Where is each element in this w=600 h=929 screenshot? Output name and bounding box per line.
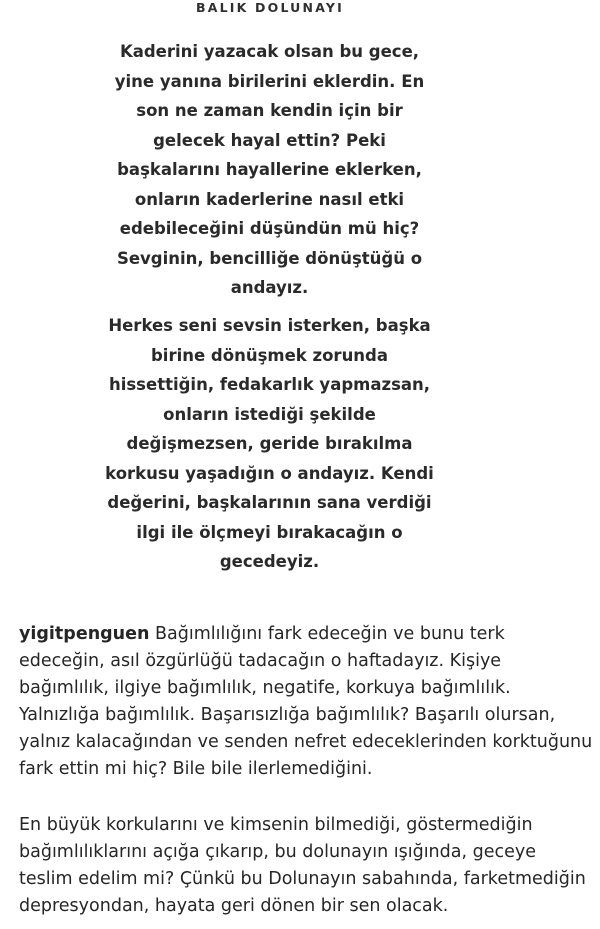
post-paragraph-2: Herkes seni sevsin isterken, başka birine dönüşmek zorunda hissettiğin, fedakarlık yapmazsan, onların istediği şekilde değişmezsen, geride bırakılma korkusu yaşadığın o andayız. Kendi değerini, başkalarının sana verdiği ilgi ile ölçmeyi bırakacağın o gecedeyiz. bbox=[105, 316, 434, 571]
post-title: BALIK DOLUNAYI bbox=[196, 0, 344, 15]
caption-username-link[interactable]: yigitpenguen bbox=[19, 624, 150, 644]
post-paragraph-1: Kaderini yazacak olsan bu gece, yine yanına birilerini eklerdin. En son ne zaman kendin için bir gelecek hayal ettin? Peki başkalarını hayallerine eklerken, onların kaderlerine nasıl etki edebileceğini düşündün mü hiç? Sevginin, bencilliğe dönüştüğü o andayız. bbox=[114, 42, 425, 297]
caption-text-1: Bağımlılığını fark edeceğin ve bunu terk edeceğin, asıl özgürlüğü tadacağın o haftadayız. Kişiye bağımlılık, ilgiye bağımlılık, negatife, korkuya bağımlılık. Yalnızlığa bağımlılık. Başarısızlığa bağımlılık? Başarılı olursan, yalnız kalacağından ve senden nefret edeceklerinden korktuğunu fark ettin mi hiç? Bile bile ilerlemediğini. bbox=[19, 624, 593, 779]
caption-paragraph-1 bbox=[19, 621, 594, 783]
caption-paragraph-2: En büyük korkularını ve kimsenin bilmediği, göstermediğin bağımlılıklarını açığa çıkarıp, bu dolunayın ışığında, geceye teslim edelim mi? Çünkü bu Dolunayın sabahında, farketmediğin depresyondan, hayata geri dönen bir sen olacak. bbox=[19, 815, 586, 916]
